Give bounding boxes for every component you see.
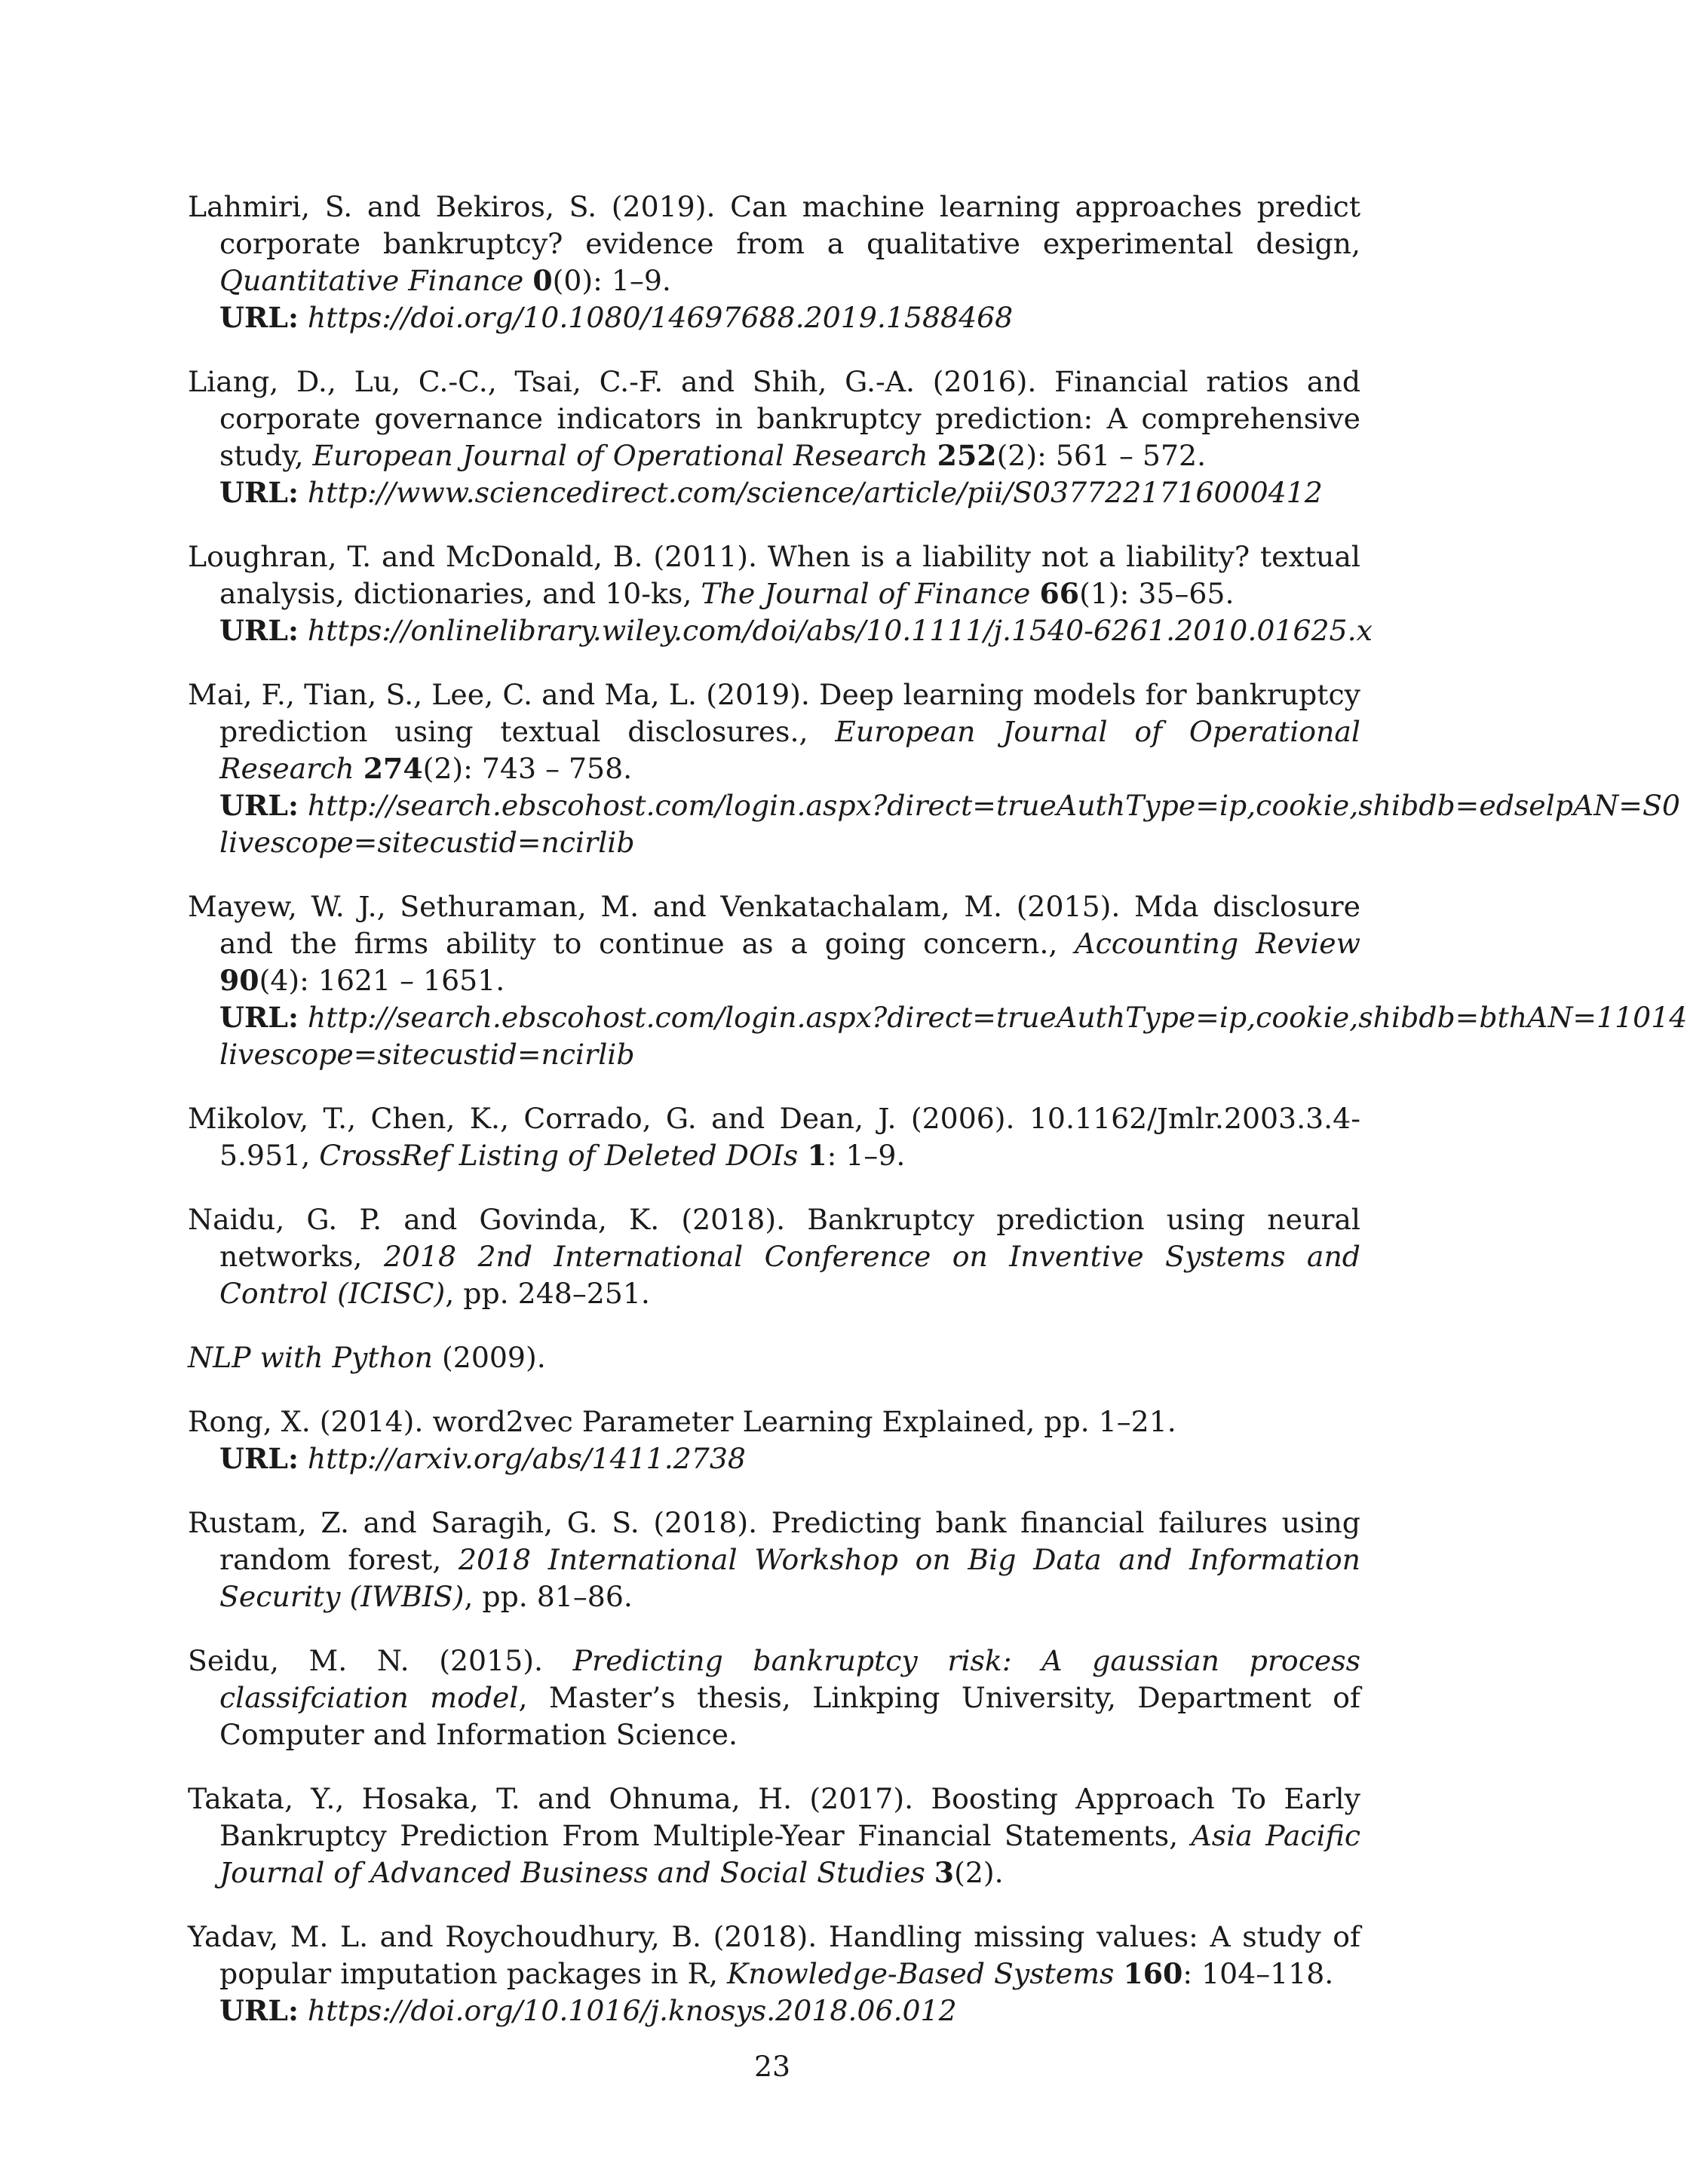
reference-entry xyxy=(188,1919,1360,2029)
ref-pages: (2): 743 – 758. xyxy=(422,752,633,785)
reference-entry xyxy=(188,676,1680,861)
url-label: URL: xyxy=(219,1001,299,1034)
ref-volume: 0 xyxy=(532,264,553,297)
ref-title: word2vec Parameter Learning Explained, pp. 1–21. xyxy=(432,1405,1176,1438)
reference-entry xyxy=(188,189,1360,336)
ref-url-line xyxy=(219,999,1687,1036)
ref-venue: Predicting bankruptcy risk: A gaussian process classifciation model xyxy=(219,1644,1361,1714)
ref-volume: 1 xyxy=(807,1139,827,1172)
ref-pages: : 104–118. xyxy=(1182,1957,1334,1990)
ref-venue: Quantitative Finance xyxy=(219,264,524,297)
url-label: URL: xyxy=(219,301,299,334)
ref-volume: 160 xyxy=(1123,1957,1183,1990)
ref-volume: 90 xyxy=(219,964,259,997)
reference-entry xyxy=(188,538,1373,649)
ref-pages: (2): 561 – 572. xyxy=(996,439,1207,472)
reference-entry xyxy=(188,1100,1360,1174)
ref-pages: , pp. 248–251. xyxy=(445,1277,650,1310)
ref-authors: Loughran, T. and McDonald, B. (2011). xyxy=(188,540,758,573)
ref-url-link[interactable]: http://www.sciencedirect.com/science/article/pii/S0377221716000412 xyxy=(307,476,1323,509)
reference-entry xyxy=(188,363,1360,511)
reference-list xyxy=(188,189,1687,2029)
ref-url-line xyxy=(219,1992,1360,2029)
url-label: URL: xyxy=(219,1994,299,2027)
ref-url-line xyxy=(219,1440,1360,1477)
reference-entry xyxy=(188,1781,1360,1891)
ref-volume: 252 xyxy=(937,439,997,472)
ref-volume: 274 xyxy=(363,752,423,785)
reference-entry xyxy=(188,888,1687,1073)
ref-venue: CrossRef Listing of Deleted DOIs xyxy=(319,1139,799,1172)
ref-pages: (4): 1621 – 1651. xyxy=(259,964,505,997)
ref-authors: Rong, X. (2014). xyxy=(188,1405,424,1438)
ref-url-link[interactable]: https://doi.org/10.1016/j.knosys.2018.06.012 xyxy=(307,1994,957,2027)
reference-entry xyxy=(188,1505,1360,1615)
ref-venue: 2018 International Workshop on Big Data and Information Security (IWBIS) xyxy=(219,1543,1360,1613)
ref-pages: , Master’s thesis, Linkping University, Department of Computer and Information Science. xyxy=(219,1681,1360,1751)
url-label: URL: xyxy=(219,1442,299,1475)
ref-pages: (2). xyxy=(954,1856,1004,1889)
ref-title: Mda disclosure and the firms ability to continue as a going concern., xyxy=(219,890,1360,960)
ref-url-continuation[interactable]: livescope=sitecustid=ncirlib xyxy=(219,826,635,859)
ref-authors: Lahmiri, S. and Bekiros, S. (2019). xyxy=(188,190,716,223)
ref-title: Bankruptcy prediction using neural networks, xyxy=(219,1203,1361,1273)
ref-authors: Yadav, M. L. and Roychoudhury, B. (2018). xyxy=(188,1920,817,1953)
ref-url-link[interactable]: https://doi.org/10.1080/14697688.2019.1588468 xyxy=(307,301,1014,334)
reference-entry xyxy=(188,1643,1360,1753)
ref-venue: European Journal of Operational Research xyxy=(219,715,1360,785)
page-number: 23 xyxy=(753,2050,791,2083)
ref-url-line xyxy=(219,612,1373,649)
url-label: URL: xyxy=(219,614,299,647)
ref-url-line xyxy=(219,787,1680,824)
ref-pages: (0): 1–9. xyxy=(552,264,671,297)
ref-pages: (1): 35–65. xyxy=(1079,577,1235,610)
ref-authors: Rustam, Z. and Saragih, G. S. (2018). xyxy=(188,1506,758,1539)
reference-entry xyxy=(188,1403,1360,1477)
ref-title: Deep learning models for bankruptcy prediction using textual disclosures., xyxy=(219,678,1361,748)
ref-pages: : 1–9. xyxy=(827,1139,906,1172)
ref-title: 10.1162/Jmlr.2003.3.4-5.951, xyxy=(219,1102,1361,1172)
ref-title: When is a liability not a liability? textual analysis, dictionaries, and 10-ks, xyxy=(219,540,1360,610)
ref-authors: Seidu, M. N. (2015). xyxy=(188,1644,543,1677)
ref-venue: 2018 2nd International Conference on Inventive Systems and Control (ICISC) xyxy=(219,1240,1360,1310)
ref-authors: Mai, F., Tian, S., Lee, C. and Ma, L. (2019). xyxy=(188,678,810,711)
ref-url-link[interactable]: http://arxiv.org/abs/1411.2738 xyxy=(307,1442,746,1475)
ref-title: Predicting bank financial failures using random forest, xyxy=(219,1506,1360,1576)
ref-authors: Naidu, G. P. and Govinda, K. (2018). xyxy=(188,1203,786,1236)
ref-authors: Mayew, W. J., Sethuraman, M. and Venkatachalam, M. (2015). xyxy=(188,890,1121,923)
ref-venue: Knowledge-Based Systems xyxy=(727,1957,1115,1990)
ref-title: Handling missing values: A study of popular imputation packages in R, xyxy=(219,1920,1360,1990)
ref-authors: Takata, Y., Hosaka, T. and Ohnuma, H. (2017). xyxy=(188,1782,914,1815)
reference-entry xyxy=(188,1339,1360,1376)
url-label: URL: xyxy=(219,789,299,822)
ref-volume: 66 xyxy=(1039,577,1080,610)
ref-title: Can machine learning approaches predict corporate bankruptcy? evidence from a qualitative experimental design, xyxy=(219,190,1361,260)
ref-title: Boosting Approach To Early Bankruptcy Prediction From Multiple-Year Financial Statements, xyxy=(219,1782,1360,1852)
ref-pages: , pp. 81–86. xyxy=(464,1580,633,1613)
ref-url-line xyxy=(219,474,1360,511)
ref-venue: Accounting Review xyxy=(1075,927,1361,960)
ref-url-link[interactable]: http://search.ebscohost.com/login.aspx?direct=trueAuthType=ip,cookie,shibdb=bthAN=11014 xyxy=(307,1001,1687,1034)
ref-venue: European Journal of Operational Research xyxy=(312,439,928,472)
reference-entry xyxy=(188,1201,1360,1312)
ref-venue: Asia Pacific Journal of Advanced Business and Social Studies xyxy=(219,1819,1360,1889)
ref-pages: (2009). xyxy=(433,1341,546,1374)
ref-authors: Liang, D., Lu, C.-C., Tsai, C.-F. and Shih, G.-A. (2016). xyxy=(188,365,1037,398)
ref-volume: 3 xyxy=(934,1856,955,1889)
ref-url-link[interactable]: https://onlinelibrary.wiley.com/doi/abs/10.1111/j.1540-6261.2010.01625.x xyxy=(307,614,1373,647)
ref-venue: NLP with Python xyxy=(188,1341,434,1374)
ref-authors: Mikolov, T., Chen, K., Corrado, G. and Dean, J. (2006). xyxy=(188,1102,1015,1135)
url-label: URL: xyxy=(219,476,299,509)
ref-url-continuation[interactable]: livescope=sitecustid=ncirlib xyxy=(219,1038,635,1071)
ref-title: Financial ratios and corporate governance indicators in bankruptcy prediction: A comprehensive study, xyxy=(219,365,1361,472)
ref-url-line xyxy=(219,299,1360,336)
ref-venue: The Journal of Finance xyxy=(701,577,1031,610)
ref-url-link[interactable]: http://search.ebscohost.com/login.aspx?direct=trueAuthType=ip,cookie,shibdb=edselpAN=S0 xyxy=(307,789,1680,822)
